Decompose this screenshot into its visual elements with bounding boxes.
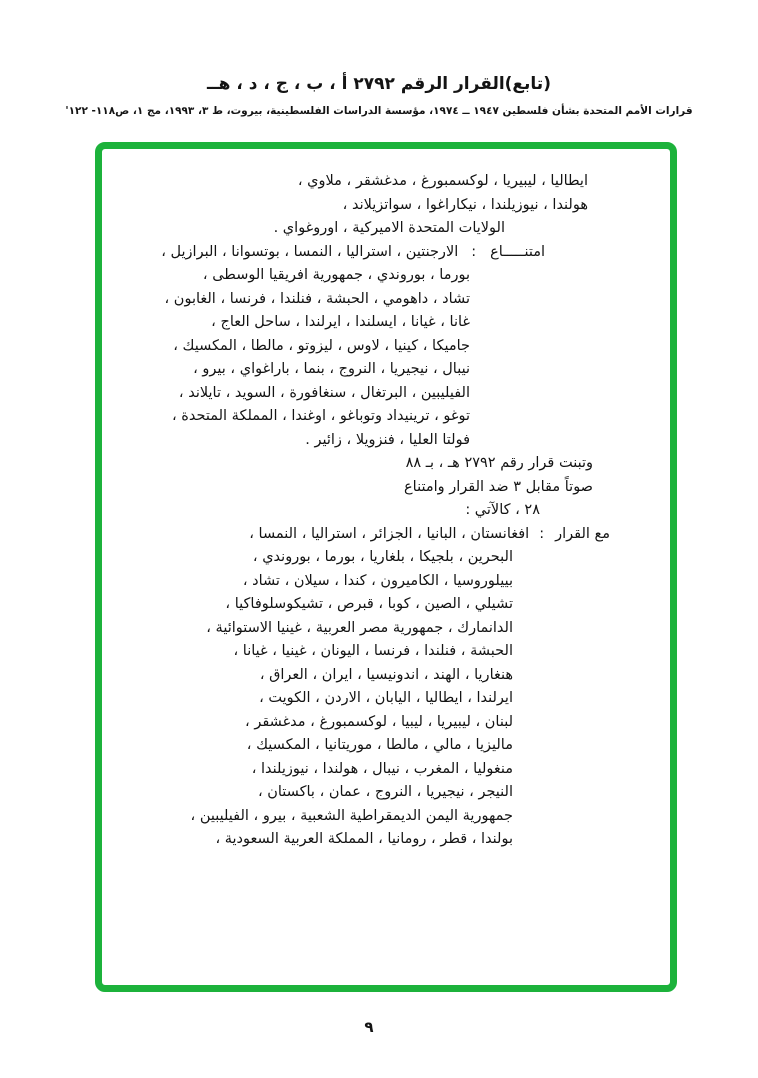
abstain-colon: : [471, 243, 477, 260]
text-line: هولندا ، نيوزيلندا ، نيكاراغوا ، سواتزيلاند ، [342, 196, 588, 213]
text-line: الولايات المتحدة الاميركية ، اوروغواي . [273, 220, 505, 236]
with-resolution-country-lines [102, 546, 670, 852]
abstain-first-line [102, 241, 545, 265]
text-line: ماليزيا ، مالي ، مالطا ، موريتانيا ، المكسيك ، [246, 737, 513, 753]
text-line: لبنان ، ليبيريا ، ليبيا ، لوكسمبورغ ، مدغشقر ، [245, 713, 513, 730]
text-line: ايرلندا ، ايطاليا ، اليابان ، الاردن ، الكويت ، [259, 690, 513, 706]
text-line: بولندا ، قطر ، رومانيا ، المملكة العربية السعودية ، [215, 831, 513, 847]
source-citation: قرارات الأمم المتحدة بشأن فلسطين ١٩٤٧ ــ ١٩٧٤، مؤسسة الدراسات الفلسطينية، بيروت، ط ٣، ١٩٩٣، مج ١، ص١١٨- ١٢٢' [65, 105, 693, 117]
text-line: غانا ، غيانا ، ايسلندا ، ايرلندا ، ساحل العاج ، [211, 314, 470, 330]
document-content [102, 170, 670, 852]
text-line: جاميكا ، كينيا ، لاوس ، ليزوتو ، مالطا ، المكسيك ، [173, 337, 470, 354]
text-line: ايطاليا ، ليبيريا ، لوكسمبورغ ، مدغشقر ، ملاوي ، [297, 173, 588, 189]
vote-summary-paragraph [102, 452, 670, 523]
text-line: منغوليا ، المغرب ، نيبال ، هولندا ، نيوزيلندا ، [251, 760, 513, 777]
text-line: صوتاً مقابل ٣ ضد القرار وامتناع [404, 478, 593, 495]
text-line: هنغاريا ، الهند ، اندونيسيا ، ايران ، العراق ، [259, 666, 513, 683]
with-resolution-label: مع القرار [555, 525, 610, 542]
continuation-paragraph [102, 170, 670, 241]
text-line: وتبنت قرار رقم ٢٧٩٢ هـ ، بـ ٨٨ [405, 455, 593, 471]
text-line: جمهورية اليمن الديمقراطية الشعبية ، بيرو ، الفيليبين ، [190, 807, 513, 824]
abstain-label: امتنـــــاع [490, 243, 545, 260]
with-resolution-first-line [102, 523, 610, 547]
abstain-country-lines [102, 264, 670, 452]
text-line: الفيليبين ، البرتغال ، سنغافورة ، السويد ، تايلاند ، [178, 384, 470, 401]
text-line: تشيلي ، الصين ، كوبا ، قبرص ، تشيكوسلوفاكيا ، [225, 596, 513, 612]
text-line: ٢٨ ، كالآتي : [465, 502, 540, 518]
text-line: فولتا العليا ، فنزويلا ، زائير . [305, 431, 470, 448]
text-line: البحرين ، بلجيكا ، بلغاريا ، بورما ، بوروندي ، [252, 549, 513, 565]
page-title: (تابع)القرار الرقم ٢٧٩٢ أ ، ب ، ج ، د ، هــ [207, 74, 551, 94]
text-line: تشاد ، داهومي ، الحبشة ، فنلندا ، فرنسا ، الغابون ، [164, 290, 470, 307]
text-line: الدانمارك ، جمهورية مصر العربية ، غينيا الاستوائية ، [206, 619, 513, 636]
text-line: نيبال ، نيجيريا ، النروج ، بنما ، باراغواي ، بيرو ، [193, 361, 470, 377]
with-resolution-colon: : [539, 525, 545, 542]
page-number: ٩ [364, 1018, 374, 1036]
abstain-countries-start: الارجنتين ، استراليا ، النمسا ، بوتسوانا ، البرازيل ، [161, 243, 459, 260]
text-line: بييلوروسيا ، الكاميرون ، كندا ، سيلان ، تشاد ، [242, 572, 513, 589]
text-line: توغو ، ترينيداد وتوباغو ، اوغندا ، المملكة المتحدة ، [172, 408, 470, 424]
text-line: الحبشة ، فنلندا ، فرنسا ، اليونان ، غينيا ، غيانا ، [233, 643, 513, 659]
with-resolution-block [102, 523, 670, 852]
text-line: النيجر ، نيجيريا ، النروج ، عمان ، باكستان ، [257, 784, 513, 800]
abstain-block [102, 241, 670, 453]
text-line: بورما ، بوروندي ، جمهورية افريقيا الوسطى ، [202, 267, 470, 283]
with-resolution-countries-start: افغانستان ، البانيا ، الجزائر ، استراليا ، النمسا ، [249, 525, 530, 542]
